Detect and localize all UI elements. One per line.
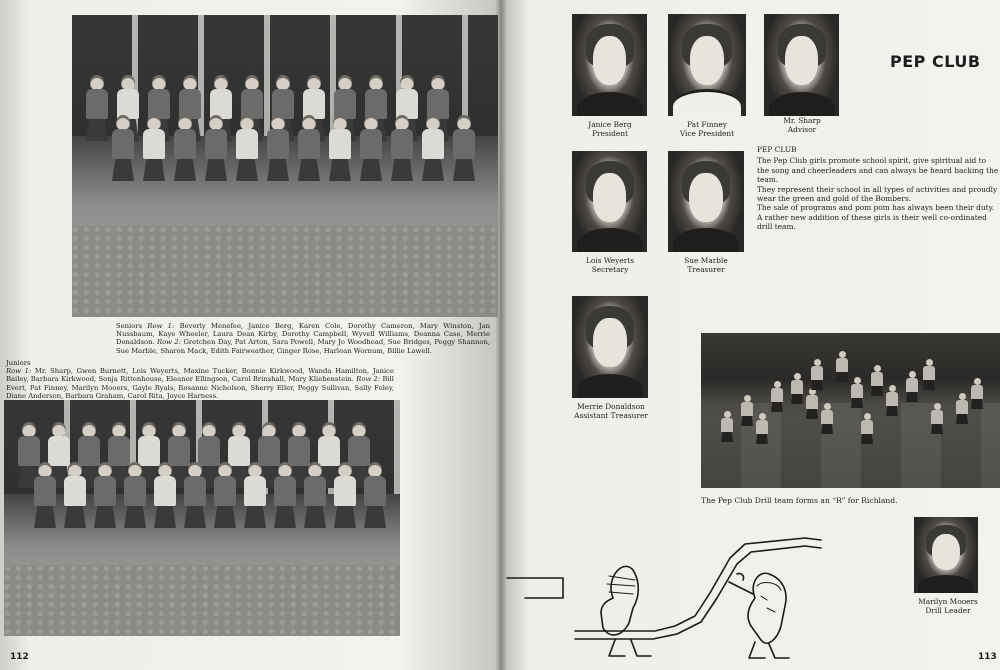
figure-part (956, 414, 968, 424)
drill-team-member (811, 359, 823, 390)
portrait-merrie-donaldson (572, 296, 648, 398)
figure-part (791, 380, 803, 394)
drill-team-member (741, 395, 753, 426)
group-member-figure (112, 115, 134, 181)
skirt (329, 159, 351, 181)
torso (360, 129, 382, 159)
figure-part (854, 377, 861, 384)
juniors-photo (4, 400, 400, 636)
figure-part (759, 413, 766, 420)
face (690, 36, 724, 85)
head (188, 462, 202, 477)
portrait-sue-marble (668, 151, 744, 252)
figure-part (934, 403, 941, 410)
group-member-figure (64, 462, 86, 528)
head (232, 422, 246, 437)
skirt (205, 159, 227, 181)
torso (298, 129, 320, 159)
torso (174, 129, 196, 159)
figure-part (906, 392, 918, 402)
figure-part (886, 406, 898, 416)
group-member-figure (214, 462, 236, 528)
officer-name: Sue Marble (684, 256, 728, 265)
figure-part (771, 402, 783, 412)
head (262, 422, 276, 437)
officer-role: Secretary (591, 265, 629, 274)
skirt (64, 506, 86, 528)
head (98, 462, 112, 477)
group-member-figure (143, 115, 165, 181)
head (128, 462, 142, 477)
head (395, 115, 409, 130)
torso (124, 476, 146, 506)
head (322, 422, 336, 437)
torso (64, 476, 86, 506)
article-heading: PEP CLUB (757, 145, 797, 154)
head (178, 115, 192, 130)
seniors-photo (72, 15, 498, 317)
head (142, 422, 156, 437)
skirt (364, 506, 386, 528)
torso (334, 476, 356, 506)
skirt (360, 159, 382, 181)
skirt (154, 506, 176, 528)
portrait-marilyn-mooers (914, 517, 978, 593)
drill-team-photo (701, 333, 1000, 488)
group-member-figure (94, 462, 116, 528)
torso (274, 476, 296, 506)
drill-team-member (906, 371, 918, 402)
pep-club-title: PEP CLUB (890, 52, 981, 71)
figure-part (959, 393, 966, 400)
shoulders (577, 374, 644, 398)
head (152, 75, 166, 90)
drill-team-member (956, 393, 968, 424)
drill-team-member (791, 373, 803, 404)
figure-part (851, 384, 863, 398)
drill-team-member (771, 381, 783, 412)
head (364, 115, 378, 130)
drill-team-member (836, 351, 848, 382)
head (307, 75, 321, 90)
figure-part (806, 395, 818, 409)
caption-marilyn-mooers (900, 597, 996, 615)
head (82, 422, 96, 437)
dirt-ground (72, 226, 498, 317)
figure-part (721, 432, 733, 442)
torso (364, 476, 386, 506)
drill-team-member (821, 403, 833, 434)
skirt (174, 159, 196, 181)
figure-part (861, 434, 873, 444)
head (116, 115, 130, 130)
drill-team-member (923, 359, 935, 390)
figure-part (931, 410, 943, 424)
seniors-row1-label: Row 1: (147, 322, 175, 330)
figure-part (871, 372, 883, 386)
head (276, 75, 290, 90)
figure-part (971, 399, 983, 409)
dirt-ground-juniors (4, 565, 400, 636)
group-member-figure (329, 115, 351, 181)
officer-name: Mr. Sharp (783, 116, 821, 125)
drill-team-member (721, 411, 733, 442)
torso (86, 89, 108, 119)
group-member-figure (174, 115, 196, 181)
officer-name: Marilyn Mooers (918, 597, 978, 606)
figure-part (886, 392, 898, 406)
head (352, 422, 366, 437)
skirt (124, 506, 146, 528)
figure-part (923, 380, 935, 390)
face (932, 534, 960, 570)
head (271, 115, 285, 130)
figure-part (874, 365, 881, 372)
head (90, 75, 104, 90)
article-paragraph-1: The Pep Club girls promote school spirit, give spiritual aid to the song and cheerleaders and can always be heard backing the team. (757, 156, 999, 185)
skirt (143, 159, 165, 181)
head (22, 422, 36, 437)
head (68, 462, 82, 477)
group-member-figure (304, 462, 326, 528)
caption-sue-marble (656, 256, 756, 274)
juniors-caption (6, 359, 394, 400)
head (202, 422, 216, 437)
portrait-pat-finney (668, 14, 746, 116)
shoulders (918, 575, 974, 593)
torso (329, 129, 351, 159)
skirt (304, 506, 326, 528)
article-paragraph-2: They represent their school in all types of activities and proudly wear the green and gold of the Bombers. (757, 184, 998, 204)
juniors-label: Juniors (6, 359, 31, 367)
torso (244, 476, 266, 506)
figure-part (811, 380, 823, 390)
torso (94, 476, 116, 506)
figure-part (871, 386, 883, 396)
figure-part (741, 402, 753, 416)
figure-part (851, 398, 863, 408)
drill-team-member (886, 385, 898, 416)
officer-name: Merrie Donaldson (577, 402, 645, 411)
group-member-figure (34, 462, 56, 528)
figure-part (724, 411, 731, 418)
head (172, 422, 186, 437)
page-number-left: 112 (10, 652, 29, 662)
page-number-right: 113 (978, 652, 997, 662)
head (369, 75, 383, 90)
officer-role: Advisor (787, 125, 817, 134)
figure-part (806, 409, 818, 419)
head (338, 75, 352, 90)
drill-team-member (851, 377, 863, 408)
figure-part (836, 358, 848, 372)
head (400, 75, 414, 90)
drill-team-member (971, 378, 983, 409)
shoulders (769, 92, 835, 116)
head (121, 75, 135, 90)
skirt (453, 159, 475, 181)
seniors-row2-label: Row 2: (157, 338, 182, 347)
head (218, 462, 232, 477)
figure-part (794, 373, 801, 380)
drill-team-member (756, 413, 768, 444)
officer-role: President (592, 129, 628, 138)
head (338, 462, 352, 477)
group-member-figure (267, 115, 289, 181)
figure-part (974, 378, 981, 385)
figure-part (791, 394, 803, 404)
skirt (214, 506, 236, 528)
group-member-figure (364, 462, 386, 528)
figure-part (756, 420, 768, 434)
head (52, 422, 66, 437)
face (593, 36, 626, 85)
shoulders (673, 89, 742, 116)
torso (453, 129, 475, 159)
figure-part (926, 359, 933, 366)
figure-part (836, 372, 848, 382)
figure-part (721, 418, 733, 432)
figure-part (956, 400, 968, 414)
face (593, 173, 626, 221)
skirt (236, 159, 258, 181)
cartoon-figure-left (601, 566, 638, 635)
figure-part (744, 395, 751, 402)
figure-part (839, 351, 846, 358)
officer-role: Treasurer (687, 265, 725, 274)
figure-part (821, 410, 833, 424)
torso (391, 129, 413, 159)
figure-part (774, 381, 781, 388)
face (689, 173, 722, 221)
officer-role: Drill Leader (925, 606, 971, 615)
figure-part (861, 420, 873, 434)
caption-mr-sharp (752, 116, 852, 134)
skirt (422, 159, 444, 181)
figure-part (771, 388, 783, 402)
head (112, 422, 126, 437)
juniors-row2-names: Bill Evert, Pat Finney, Marilyn Mooers, Gayle Ryals, Rosanne Nicholson, Sherry Eller, Peggy Sullivan, Sally Foley, Diane Anderson, Barbara Graham, Carol Rita, Joyce Harness. (6, 375, 394, 400)
head (209, 115, 223, 130)
juniors-row1-label: Row 1: (6, 367, 32, 376)
group-member-figure (453, 115, 475, 181)
torso (214, 476, 236, 506)
drill-team-member (871, 365, 883, 396)
skirt (244, 506, 266, 528)
group-member-figure (422, 115, 444, 181)
figure-part (824, 403, 831, 410)
group-member-figure (205, 115, 227, 181)
head (302, 115, 316, 130)
skirt (298, 159, 320, 181)
torso (304, 476, 326, 506)
portrait-mr-sharp (764, 14, 839, 116)
skirt (86, 119, 108, 141)
skirt (94, 506, 116, 528)
officer-role: Assistant Treasurer (574, 411, 648, 420)
head (431, 75, 445, 90)
shoulders (577, 92, 643, 116)
shoulders (577, 228, 643, 252)
figure-part (923, 366, 935, 380)
pep-club-article (757, 145, 1000, 232)
group-member-figure (360, 115, 382, 181)
figure-part (889, 385, 896, 392)
group-member-figure (236, 115, 258, 181)
portrait-janice-berg (572, 14, 647, 116)
torso (422, 129, 444, 159)
group-member-figure (298, 115, 320, 181)
torso (112, 129, 134, 159)
head (183, 75, 197, 90)
torso (267, 129, 289, 159)
drill-team-member (806, 388, 818, 419)
face (785, 36, 818, 85)
caption-lois-weyerts (560, 256, 660, 274)
skirt (274, 506, 296, 528)
cartoon-illustration (505, 528, 835, 663)
shoulders (673, 228, 740, 252)
head (292, 422, 306, 437)
figure-part (909, 371, 916, 378)
torso (236, 129, 258, 159)
seniors-row1-names: Beverly Menefee, Janice Berg, Karen Cole, Dorothy Cameron, Mary Winston, Jan Nussbaum, Kaye Wheeler, Laura Dean Kirby, Dorothy Campbell, Wyvell Williams, Deanna Case, Merrie Donaldson. (116, 322, 490, 347)
drill-team-member (861, 413, 873, 444)
seniors-label: Seniors (116, 322, 143, 330)
group-member-figure (184, 462, 206, 528)
juniors-row1-names: Mr. Sharp, Gwen Burnett, Lois Weyerts, Maxine Tucker, Bonnie Kirkwood, Wanda Hamilton, Janice Bailey, Barbara Kirkwood, Sonja Rittenhouse, Eleanor Ellingson, Carol Brinshall, Mary Kliebenstein. (6, 367, 394, 384)
skirt (184, 506, 206, 528)
figure-part (811, 366, 823, 380)
juniors-row2-label: Row 2: (356, 375, 381, 384)
group-member-figure (334, 462, 356, 528)
caption-merrie-donaldson (556, 402, 666, 420)
skirt (391, 159, 413, 181)
figure-part (756, 434, 768, 444)
head (214, 75, 228, 90)
drill-team-member (931, 403, 943, 434)
group-member-figure (244, 462, 266, 528)
officer-name: Pat Finney (687, 120, 727, 129)
head (147, 115, 161, 130)
torso (205, 129, 227, 159)
torso (154, 476, 176, 506)
torso (184, 476, 206, 506)
figure-part (814, 359, 821, 366)
head (278, 462, 292, 477)
head (426, 115, 440, 130)
cartoon-pipe-left (507, 578, 563, 598)
article-paragraph-4: A rather new addition of these girls is their well co-ordinated drill team. (757, 212, 987, 232)
figure-part (741, 416, 753, 426)
figure-part (821, 424, 833, 434)
group-member-figure (86, 75, 108, 141)
group-member-figure (274, 462, 296, 528)
head (158, 462, 172, 477)
figure-part (906, 378, 918, 392)
officer-name: Janice Berg (588, 120, 632, 129)
head (240, 115, 254, 130)
figure-part (971, 385, 983, 399)
head (38, 462, 52, 477)
article-paragraph-3: The sale of programs and pom pom has always been their duty. (757, 203, 995, 213)
drill-caption: The Pep Club Drill team forms an “R” for Richland. (701, 496, 898, 505)
figure-part (931, 424, 943, 434)
group-member-figure (154, 462, 176, 528)
skirt (34, 506, 56, 528)
head (308, 462, 322, 477)
torso (143, 129, 165, 159)
figure-part (864, 413, 871, 420)
seniors-row2-names: Gretchen Day, Pat Arton, Sara Powell, Mary Jo Woodhead, Sue Bridges, Peggy Shannon, Sue Marble, Sharon Mack, Edith Fairweather, Ginger Rose, Harlean Wornum, Billie Lawell. (116, 338, 491, 355)
officer-role: Vice President (679, 129, 735, 138)
group-member-figure (124, 462, 146, 528)
skirt (334, 506, 356, 528)
seniors-caption (116, 322, 490, 355)
head (457, 115, 471, 130)
group-member-figure (391, 115, 413, 181)
head (368, 462, 382, 477)
skirt (267, 159, 289, 181)
head (245, 75, 259, 90)
head (248, 462, 262, 477)
portrait-lois-weyerts (572, 151, 647, 252)
officer-name: Lois Weyerts (585, 256, 635, 265)
caption-pat-finney (657, 120, 757, 138)
torso (34, 476, 56, 506)
caption-janice-berg (560, 120, 660, 138)
face (593, 318, 626, 367)
head (333, 115, 347, 130)
skirt (112, 159, 134, 181)
